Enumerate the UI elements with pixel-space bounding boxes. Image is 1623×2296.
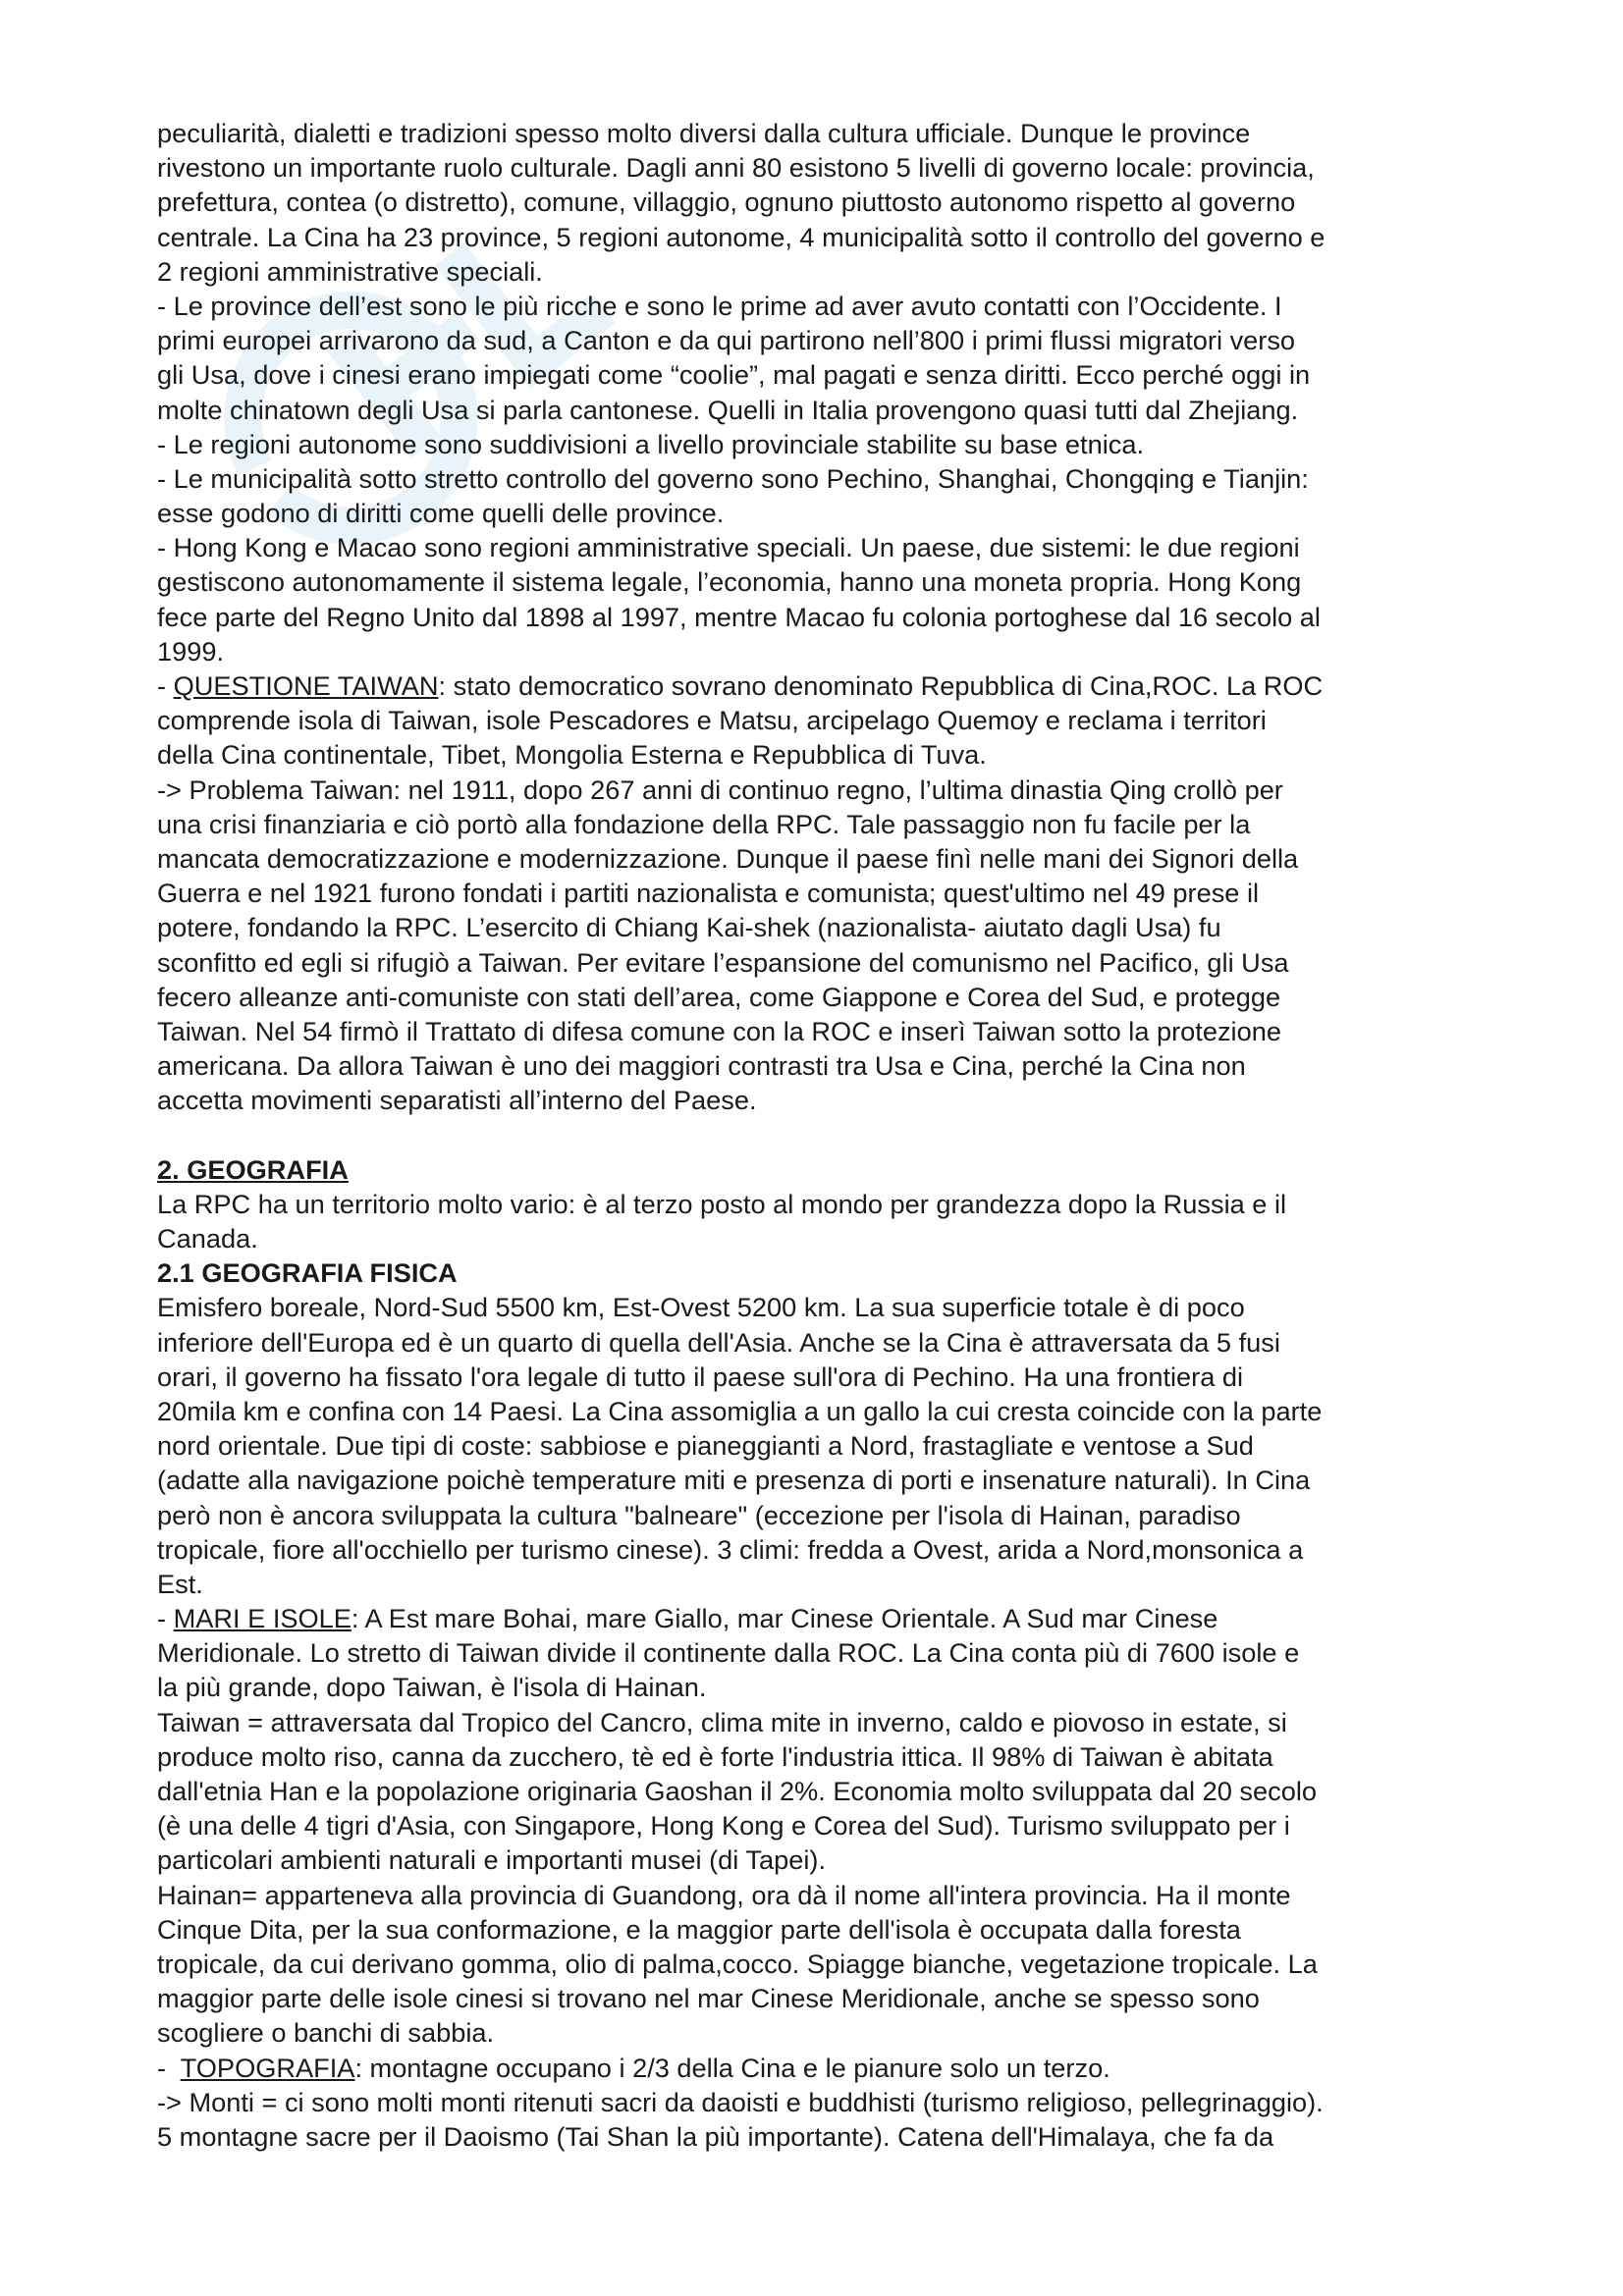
text-line: gli Usa, dove i cinesi erano impiegati come “coolie”, mal pagati e senza diritti. Ecco perché oggi in bbox=[157, 359, 1311, 391]
text-line: mancata democratizzazione e modernizzazione. Dunque il paese finì nelle mani dei Signori della bbox=[157, 842, 1299, 874]
text-line: molte chinatown degli Usa si parla cantonese. Quelli in Italia provengono quasi tutti dal Zhejiang. bbox=[157, 394, 1299, 425]
text-line: comprende isola di Taiwan, isole Pescadores e Matsu, arcipelago Quemoy e reclama i territori bbox=[157, 705, 1267, 736]
text-line: Taiwan = attraversata dal Tropico del Cancro, clima mite in inverno, caldo e piovoso in estate, si bbox=[157, 1706, 1287, 1737]
subsection-heading-geografia-fisica: 2.1 GEOGRAFIA FISICA bbox=[157, 1257, 458, 1289]
paragraph-questione-taiwan bbox=[157, 668, 1492, 1117]
section-label-topografia: TOPOGRAFIA bbox=[180, 2052, 355, 2083]
section-label-mari-e-isole: MARI E ISOLE bbox=[173, 1603, 352, 1634]
text-line: nord orientale. Due tipi di coste: sabbiose e pianeggianti a Nord, frastagliate e ventose a Sud bbox=[157, 1430, 1254, 1462]
text-line: Cinque Dita, per la sua conformazione, e la maggior parte dell'isola è occupata dalla foresta bbox=[157, 1913, 1241, 1945]
bullet-prefix: - bbox=[157, 2052, 181, 2083]
text-line: rivestono un importante ruolo culturale. Dagli anni 80 esistono 5 livelli di governo locale: provincia, bbox=[157, 152, 1315, 184]
text-line: fece parte del Regno Unito dal 1898 al 1997, mentre Macao fu colonia portoghese dal 16 secolo al bbox=[157, 601, 1321, 632]
text-line: Hainan= apparteneva alla provincia di Guandong, ora dà il nome all'intera provincia. Ha il monte bbox=[157, 1879, 1291, 1910]
text-line: Guerra e nel 1921 furono fondati i partiti nazionalista e comunista; quest'ultimo nel 49 prese il bbox=[157, 878, 1260, 909]
text-line: (adatte alla navigazione poichè temperature miti e presenza di porti e insenature naturali). In Cina bbox=[157, 1465, 1311, 1496]
text-line: La RPC ha un territorio molto vario: è al terzo posto al mondo per grandezza dopo la Russia e il bbox=[157, 1188, 1287, 1219]
bullet-prefix: - bbox=[157, 1603, 174, 1634]
text-line: esse godono di diritti come quelli delle province. bbox=[157, 498, 725, 529]
text-line: orari, il governo ha fissato l'ora legale di tutto il paese sull'ora di Pechino. Ha una frontiera di bbox=[157, 1361, 1244, 1392]
text-line: -> Monti = ci sono molti monti ritenuti sacri da daoisti e buddhisti (turismo religioso, pellegrinaggio). bbox=[157, 2086, 1324, 2117]
text-line: Emisfero boreale, Nord-Sud 5500 km, Est-Ovest 5200 km. La sua superficie totale è di poco bbox=[157, 1292, 1245, 1323]
text-line: accetta movimenti separatisti all’interno del Paese. bbox=[157, 1085, 757, 1116]
text-line: - Le province dell’est sono le più ricche e sono le prime ad aver avuto contatti con l’Occidente. I bbox=[157, 290, 1282, 321]
text-line: Est. bbox=[157, 1568, 203, 1599]
text-line: 20mila km e confina con 14 Paesi. La Cina assomiglia a un gallo la cui cresta coincide con la parte bbox=[157, 1395, 1323, 1426]
text-line: -> Problema Taiwan: nel 1911, dopo 267 anni di continuo regno, l’ultima dinastia Qing crollò per bbox=[157, 774, 1283, 805]
text-line: primi europei arrivarono da sud, a Canton e da qui partirono nell’800 i primi flussi migratori verso bbox=[157, 325, 1296, 356]
text-line: prefettura, contea (o distretto), comune, villaggio, ognuno piuttosto autonomo rispetto al governo bbox=[157, 187, 1296, 218]
paragraph-geografia-fisica bbox=[157, 1290, 1492, 1601]
text-span: : A Est mare Bohai, mare Giallo, mar Cinese Orientale. A Sud mar Cinese bbox=[351, 1603, 1218, 1634]
text-span: : stato democratico sovrano denominato Repubblica di Cina,ROC. La ROC bbox=[438, 670, 1324, 701]
section-heading-geografia: 2. GEOGRAFIA bbox=[157, 1153, 349, 1185]
text-line: scogliere o banchi di sabbia. bbox=[157, 2017, 495, 2049]
text-line: - Le municipalità sotto stretto controllo del governo sono Pechino, Shanghai, Chongqing e Tianjin: bbox=[157, 462, 1309, 494]
text-line: della Cina continentale, Tibet, Mongolia Esterna e Repubblica di Tuva. bbox=[157, 739, 987, 771]
text-line bbox=[157, 1601, 1492, 1635]
paragraph-mari-e-isole bbox=[157, 1601, 1492, 2050]
text-line: Meridionale. Lo stretto di Taiwan divide il continente dalla ROC. La Cina conta più di 7600 isole e bbox=[157, 1637, 1300, 1669]
text-line: produce molto riso, canna da zucchero, tè ed è forte l'industria ittica. Il 98% di Taiwan è abitata bbox=[157, 1740, 1273, 1772]
text-line: particolari ambienti naturali e importanti musei (di Tapei). bbox=[157, 1844, 827, 1876]
text-line bbox=[157, 2051, 1492, 2085]
text-line: tropicale, da cui derivano gomma, olio di palma,cocco. Spiagge bianche, vegetazione tropicale. La bbox=[157, 1948, 1318, 1979]
text-line: peculiarità, dialetti e tradizioni spesso molto diversi dalla cultura ufficiale. Dunque le province bbox=[157, 118, 1251, 148]
text-line: 5 montagne sacre per il Daoismo (Tai Shan la più importante). Catena dell'Himalaya, che fa da bbox=[157, 2120, 1274, 2152]
text-line: maggior parte delle isole cinesi si trovano nel mar Cinese Meridionale, anche se spesso sono bbox=[157, 1983, 1260, 2014]
text-line: 2 regioni amministrative speciali. bbox=[157, 255, 543, 287]
text-line: - Hong Kong e Macao sono regioni amministrative speciali. Un paese, due sistemi: le due regioni bbox=[157, 532, 1300, 563]
text-span: : montagne occupano i 2/3 della Cina e le pianure solo un terzo. bbox=[354, 2052, 1110, 2083]
text-line: (è una delle 4 tigri d'Asia, con Singapore, Hong Kong e Corea del Sud). Turismo sviluppato per i bbox=[157, 1810, 1290, 1842]
text-line: Taiwan. Nel 54 firmò il Trattato di difesa comune con la ROC e inserì Taiwan sotto la protezione bbox=[157, 1015, 1281, 1046]
text-line: però non è ancora sviluppata la cultura "balneare" (eccezione per l'isola di Hainan, paradiso bbox=[157, 1499, 1241, 1530]
document-page bbox=[157, 116, 1492, 2154]
text-line: la più grande, dopo Taiwan, è l'isola di Hainan. bbox=[157, 1672, 707, 1703]
text-line: potere, fondando la RPC. L’esercito di Chiang Kai-shek (nazionalista- aiutato dagli Usa) fu bbox=[157, 912, 1221, 943]
text-line: fecero alleanze anti-comuniste con stati dell’area, come Giappone e Corea del Sud, e protegge bbox=[157, 981, 1281, 1012]
section-label-questione-taiwan: QUESTIONE TAIWAN bbox=[173, 670, 439, 701]
text-line: tropicale, fiore all'occhiello per turismo cinese). 3 climi: fredda a Ovest, arida a Nord,monsonica a bbox=[157, 1533, 1304, 1565]
text-line: Canada. bbox=[157, 1223, 258, 1254]
paragraph-topografia bbox=[157, 2051, 1492, 2155]
paragraph-gap bbox=[157, 1117, 1492, 1151]
text-line: gestiscono autonomamente il sistema legale, l’economia, hanno una moneta propria. Hong Kong bbox=[157, 566, 1302, 598]
text-line: - Le regioni autonome sono suddivisioni a livello provinciale stabilite su base etnica. bbox=[157, 428, 1145, 459]
text-line: sconfitto ed egli si rifugiò a Taiwan. Per evitare l’espansione del comunismo nel Pacifico, gli Usa bbox=[157, 946, 1289, 978]
text-line: inferiore dell'Europa ed è un quarto di quella dell'Asia. Anche se la Cina è attraversata da 5 fusi bbox=[157, 1326, 1280, 1358]
text-line: centrale. La Cina ha 23 province, 5 regioni autonome, 4 municipalità sotto il controllo del governo e bbox=[157, 221, 1325, 252]
bullet-prefix: - bbox=[157, 670, 174, 701]
text-line: dall'etnia Han e la popolazione originaria Gaoshan il 2%. Economia molto sviluppata dal 20 secolo bbox=[157, 1776, 1318, 1806]
paragraph-province bbox=[157, 116, 1492, 668]
text-line bbox=[157, 668, 1492, 703]
text-line: 1999. bbox=[157, 635, 225, 667]
text-line: americana. Da allora Taiwan è uno dei maggiori contrasti tra Usa e Cina, perché la Cina non bbox=[157, 1050, 1246, 1082]
text-line: una crisi finanziaria e ciò portò alla fondazione della RPC. Tale passaggio non fu facile per la bbox=[157, 808, 1251, 839]
